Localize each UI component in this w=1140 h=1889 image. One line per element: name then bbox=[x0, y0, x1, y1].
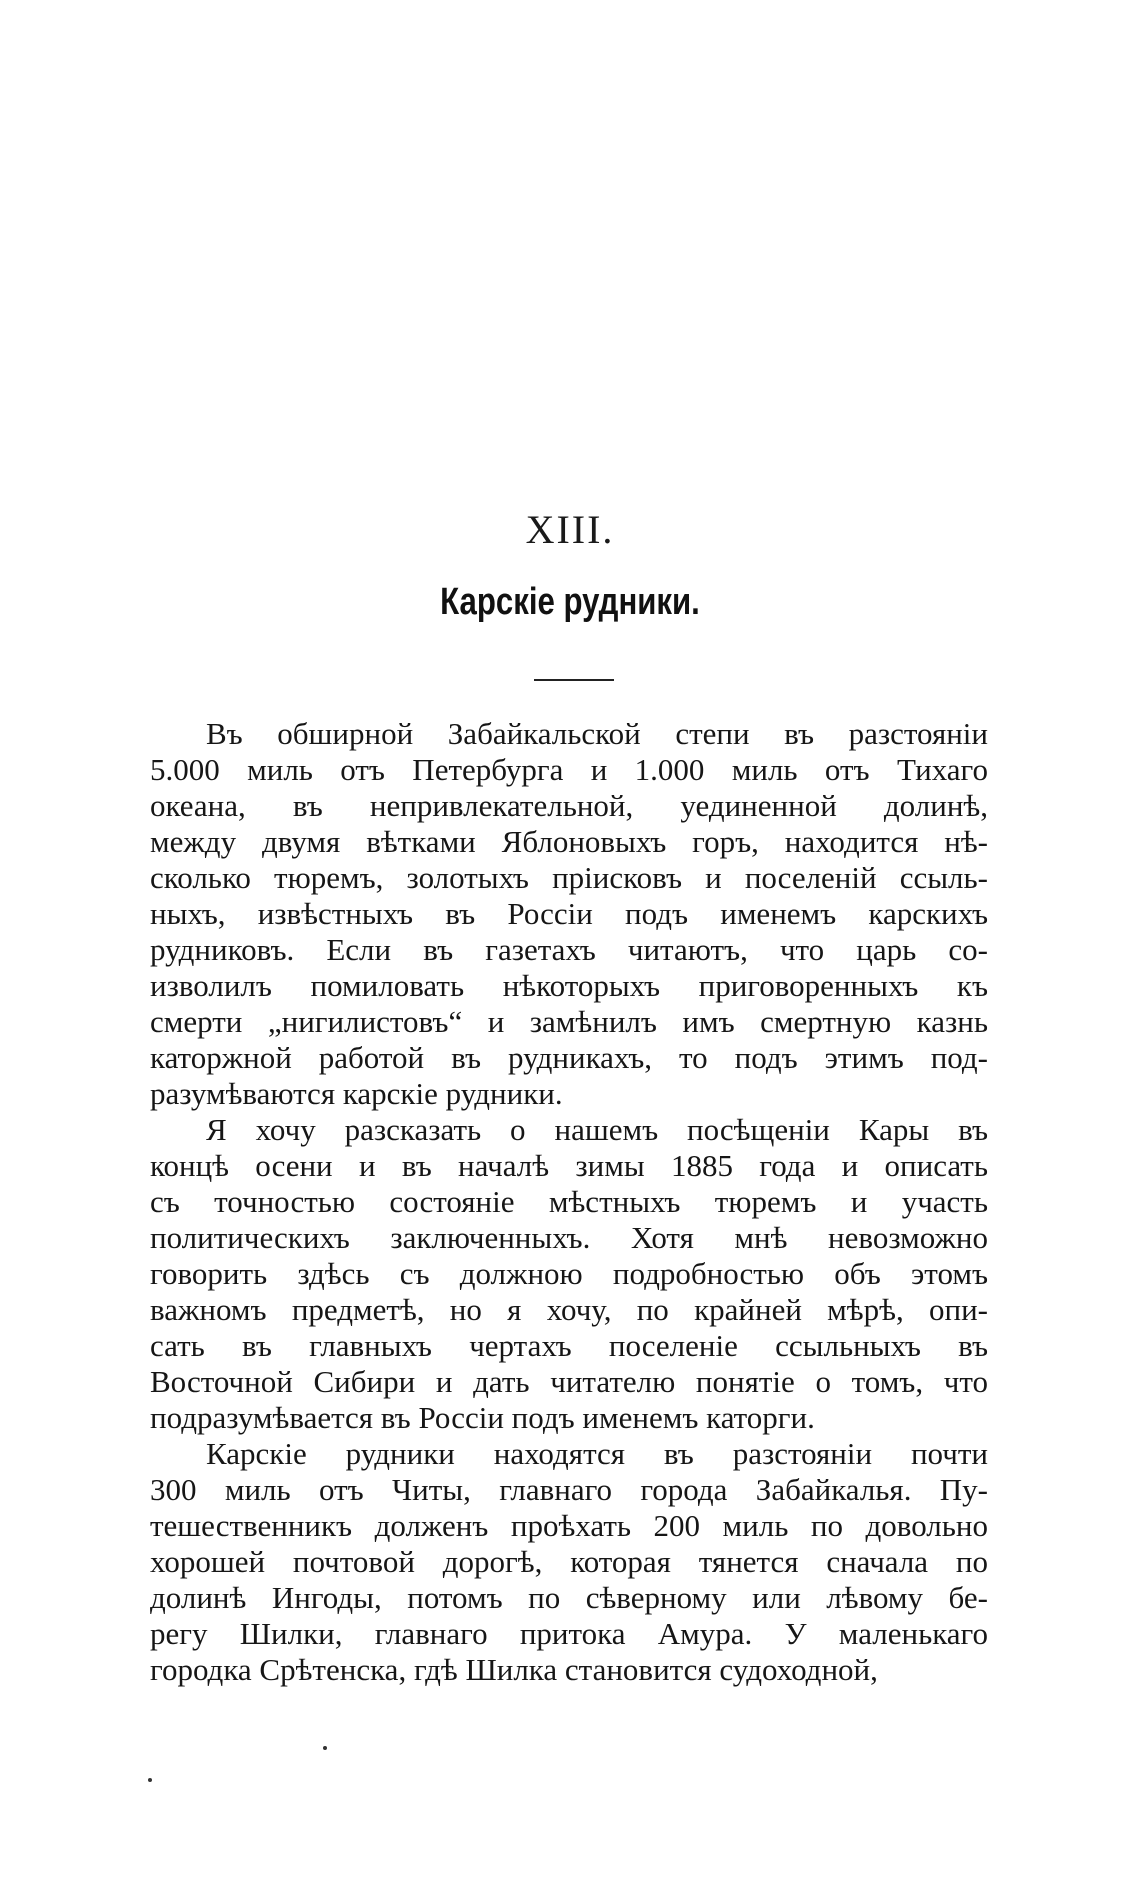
text-line: хорошей почтовой дорогѣ, которая тянется сначала по bbox=[150, 1544, 988, 1579]
text-line: 5.000 миль отъ Петербурга и 1.000 миль отъ Тихаго bbox=[150, 752, 988, 787]
title-divider bbox=[534, 679, 614, 681]
chapter-number: XIII. bbox=[525, 507, 615, 552]
text-line: разумѣваются карскіе рудники. bbox=[150, 1076, 563, 1111]
text-line: Восточной Сибири и дать читателю понятіе о томъ, что bbox=[150, 1364, 988, 1399]
text-line: 300 миль отъ Читы, главнаго города Забайкалья. Пу- bbox=[150, 1472, 988, 1507]
text-line: политическихъ заключенныхъ. Хотя мнѣ невозможно bbox=[150, 1220, 988, 1255]
text-line: Я хочу разсказать о нашемъ посѣщеніи Кары въ bbox=[206, 1112, 988, 1147]
text-line: сколько тюремъ, золотыхъ пріисковъ и поселеній ссыль- bbox=[150, 860, 988, 895]
print-speck bbox=[148, 1778, 152, 1782]
text-line: тешественникъ долженъ проѣхать 200 миль по довольно bbox=[150, 1508, 988, 1543]
text-line: концѣ осени и въ началѣ зимы 1885 года и описать bbox=[150, 1148, 988, 1183]
text-line: Карскіе рудники находятся въ разстояніи почти bbox=[206, 1436, 988, 1471]
print-speck bbox=[323, 1746, 327, 1750]
paragraph bbox=[150, 1436, 988, 1688]
text-line: долинѣ Ингоды, потомъ по сѣверному или лѣвому бе- bbox=[150, 1580, 988, 1615]
text-line: важномъ предметѣ, но я хочу, по крайней мѣрѣ, опи- bbox=[150, 1292, 988, 1327]
paragraph bbox=[150, 716, 988, 1112]
text-line: каторжной работой въ рудникахъ, то подъ этимъ под- bbox=[150, 1040, 988, 1075]
text-line: между двумя вѣтками Яблоновыхъ горъ, находится нѣ- bbox=[150, 824, 988, 859]
text-line: регу Шилки, главнаго притока Амура. У маленькаго bbox=[150, 1616, 988, 1651]
text-line: подразумѣвается въ Россіи подъ именемъ каторги. bbox=[150, 1400, 815, 1435]
body-text bbox=[150, 716, 988, 1688]
text-line: изволилъ помиловать нѣкоторыхъ приговоренныхъ къ bbox=[150, 968, 988, 1003]
text-line: говорить здѣсь съ должною подробностью объ этомъ bbox=[150, 1256, 988, 1291]
text-line: Въ обширной Забайкальской степи въ разстояніи bbox=[206, 716, 988, 751]
chapter-title: Карскіе рудники. bbox=[440, 581, 700, 623]
text-line: съ точностью состояніе мѣстныхъ тюремъ и участь bbox=[150, 1184, 988, 1219]
text-line: океана, въ непривлекательной, уединенной долинѣ, bbox=[150, 788, 988, 823]
text-line: сать въ главныхъ чертахъ поселеніе ссыльныхъ въ bbox=[150, 1328, 988, 1363]
text-line: рудниковъ. Если въ газетахъ читаютъ, что царь со- bbox=[150, 932, 988, 967]
text-line: ныхъ, извѣстныхъ въ Россіи подъ именемъ карскихъ bbox=[150, 896, 988, 931]
text-line: смерти „нигилистовъ“ и замѣнилъ имъ смертную казнь bbox=[150, 1004, 988, 1039]
paragraph bbox=[150, 1112, 988, 1436]
text-line: городка Срѣтенска, гдѣ Шилка становится судоходной, bbox=[150, 1652, 878, 1687]
